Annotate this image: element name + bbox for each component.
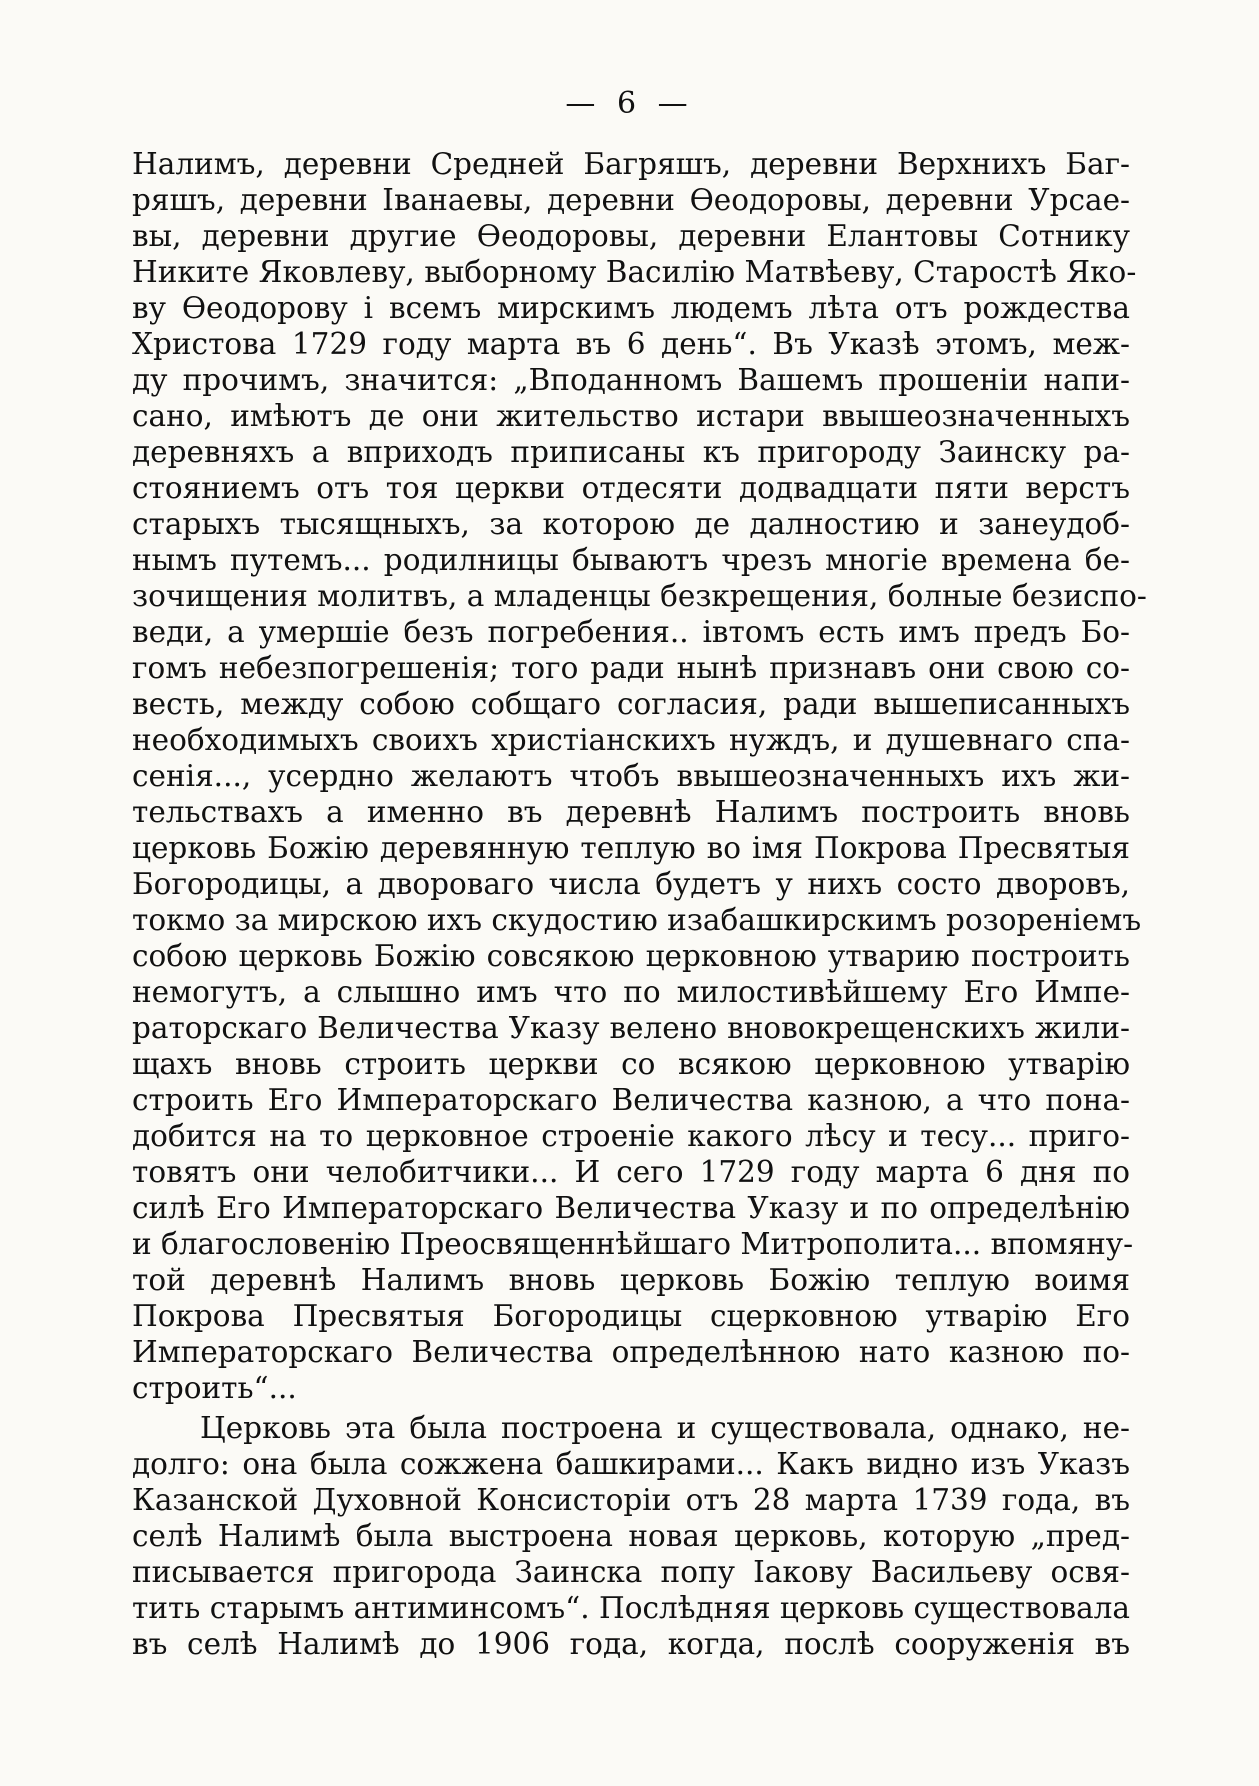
text-line: и благословенію Преосвященнѣйшаго Митрополита... впомяну- [132, 1227, 1134, 1261]
text-line: собою церковь Божію совсякою церковною утварию построить [132, 939, 1130, 973]
text-line: Никите Яковлеву, выборному Василію Матвѣеву, Старостѣ Яко- [132, 255, 1137, 289]
text-line: писывается пригорода Заинска попу Іакову Васильеву освя- [132, 1555, 1130, 1589]
text-line: строить Его Императорскаго Величества казною, а что пона- [132, 1083, 1130, 1117]
text-line: сенія..., усердно желаютъ чтобъ ввышеозначенныхъ ихъ жи- [132, 759, 1130, 793]
text-line: добится на то церковное строеніе какого лѣсу и тесу... приго- [132, 1119, 1130, 1153]
text-line: силѣ Его Императорскаго Величества Указу и по определѣнію [132, 1191, 1130, 1225]
text-line: стояниемъ отъ тоя церкви отдесяти додвадцати пяти верстъ [132, 471, 1130, 505]
paragraph-church-history [132, 1410, 1130, 1662]
text-line: Покрова Пресвятыя Богородицы сцерковною утварію Его [132, 1299, 1130, 1333]
text-line: долго: она была сожжена башкирами... Какъ видно изъ Указъ [132, 1447, 1130, 1481]
text-line: веди, а умершіе безъ погребения.. івтомъ есть имъ предъ Бо- [132, 615, 1130, 649]
text-line: Богородицы, а двороваго числа будетъ у нихъ состо дворовъ, [132, 867, 1130, 901]
text-line: Христова 1729 году марта въ 6 день“. Въ Указѣ этомъ, меж- [132, 327, 1130, 361]
text-line: той деревнѣ Налимъ вновь церковь Божію теплую воимя [132, 1263, 1130, 1297]
text-line: церковь Божію деревянную теплую во імя Покрова Пресвятыя [132, 831, 1130, 865]
text-line: тельствахъ а именно въ деревнѣ Налимъ построить вновь [132, 795, 1130, 829]
text-line: щахъ вновь строить церкви со всякою церковною утварію [132, 1047, 1130, 1081]
text-line: старыхъ тысящныхъ, за которою де далностию и занеудоб- [132, 507, 1130, 541]
text-line: нымъ путемъ... родилницы бываютъ чрезъ многіе времена бе- [132, 543, 1130, 577]
text-line: тить старымъ антиминсомъ“. Послѣдняя церковь существовала [132, 1591, 1130, 1625]
text-line: весть, между собою собщаго согласия, ради вышеписанныхъ [132, 687, 1130, 721]
text-line: вы, деревни другие Ѳеодоровы, деревни Елантовы Сотнику [132, 219, 1130, 253]
text-line: зочищения молитвъ, а младенцы безкрещения, болные безиспо- [132, 579, 1147, 613]
text-line: ряшъ, деревни Іванаевы, деревни Ѳеодоровы, деревни Урсае- [132, 183, 1130, 217]
text-line: ву Ѳеодорову і всемъ мирскимъ людемъ лѣта отъ рождества [132, 291, 1130, 325]
paragraph-archival-quote [132, 146, 1147, 1406]
text-line: сано, имѣютъ де они жительство истари ввышеозначенныхъ [132, 399, 1130, 433]
text-line: раторскаго Величества Указу велено вновокрещенскихъ жили- [132, 1011, 1130, 1045]
text-line: ду прочимъ, значится: „Вподанномъ Вашемъ прошеніи напи- [132, 363, 1130, 397]
text-line: Церковь эта была построена и существовала, однако, не- [200, 1411, 1130, 1445]
text-line: Императорскаго Величества определѣнною нато казною по- [132, 1335, 1130, 1369]
text-line: селѣ Налимѣ была выстроена новая церковь, которую „пред- [132, 1519, 1130, 1553]
text-line: токмо за мирскою ихъ скудостию изабашкирскимъ розореніемъ [132, 903, 1142, 937]
text-line: гомъ небезпогрешенія; того ради нынѣ признавъ они свою со- [132, 651, 1130, 685]
text-line: строить“... [132, 1371, 297, 1405]
text-line: необходимыхъ своихъ христіанскихъ нуждъ, и душевнаго спа- [132, 723, 1130, 757]
body-text [132, 146, 1147, 1662]
text-line: Налимъ, деревни Средней Багряшъ, деревни Верхнихъ Баг- [132, 147, 1130, 181]
text-line: Казанской Духовной Консисторіи отъ 28 марта 1739 года, въ [132, 1483, 1130, 1517]
text-line: въ селѣ Налимѣ до 1906 года, когда, послѣ сооруженія въ [132, 1627, 1130, 1661]
text-line: товятъ они челобитчики... И сего 1729 году марта 6 дня по [132, 1155, 1130, 1189]
text-line: деревняхъ а вприходъ приписаны къ пригороду Заинску ра- [132, 435, 1130, 469]
page-number: — 6 — [565, 86, 694, 121]
text-line: немогутъ, а слышно имъ что по милостивѣйшему Его Импе- [132, 975, 1130, 1009]
